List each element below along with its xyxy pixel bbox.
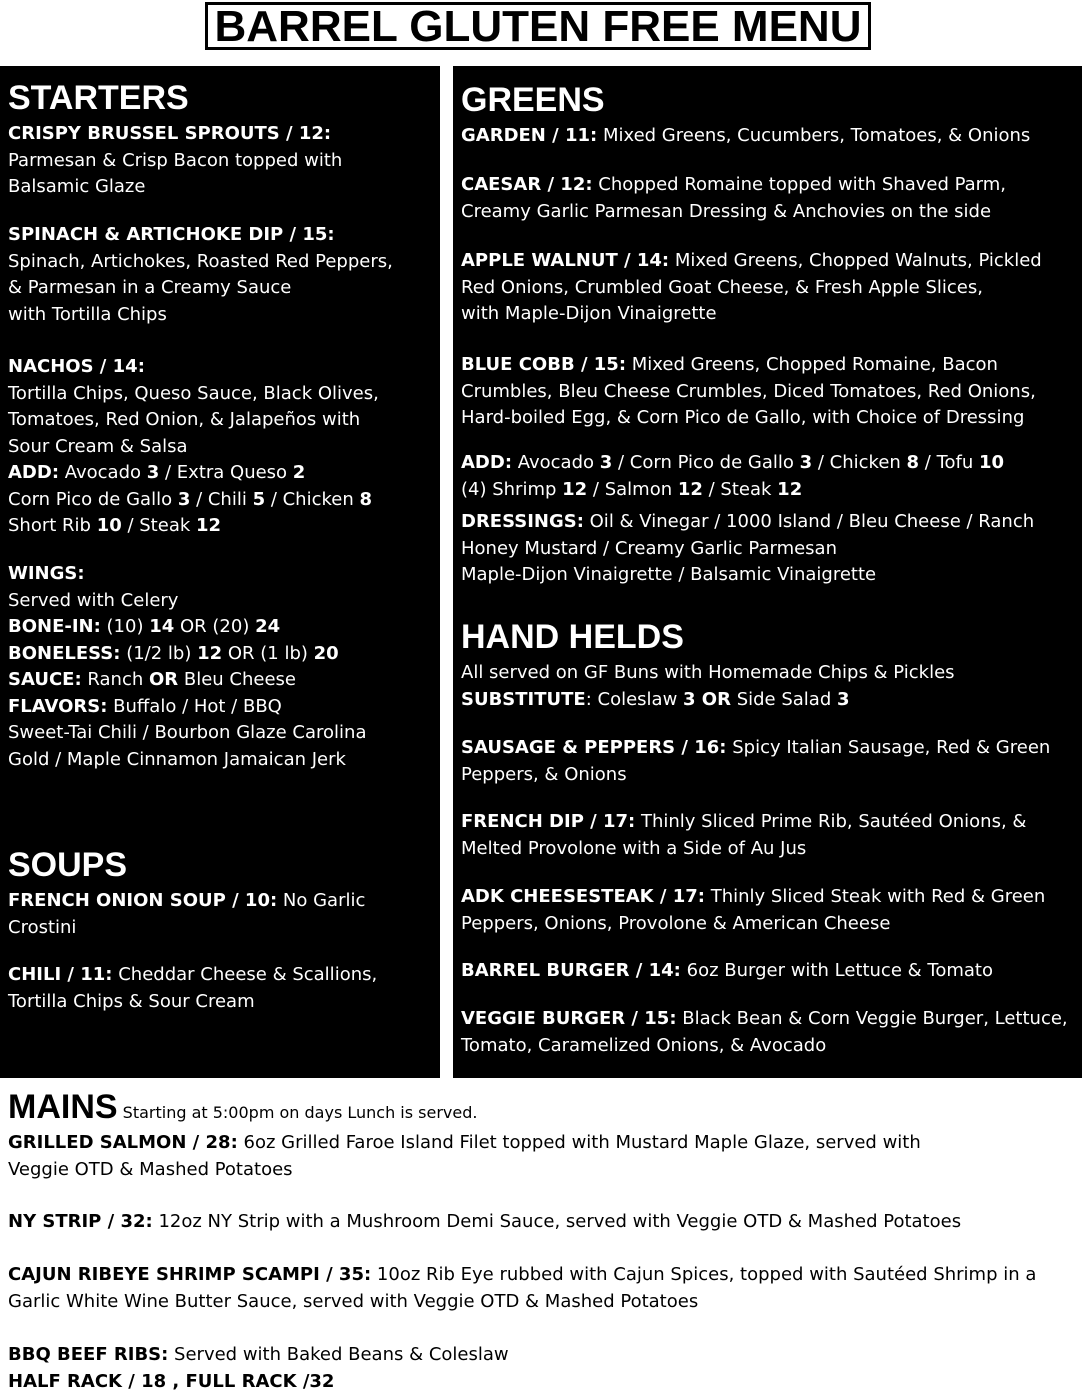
item-desc: with Maple-Dijon Vinaigrette	[461, 303, 717, 324]
item-desc: Red Onions, Crumbled Goat Cheese, & Fresh Apple Slices,	[461, 276, 983, 298]
item-desc: Served with Baked Beans & Coleslaw	[168, 1344, 509, 1365]
item-desc: Spicy Italian Sausage, Red & Green	[726, 737, 1051, 758]
menu-title: BARREL GLUTEN FREE MENU	[205, 2, 871, 50]
item-desc: Tomatoes, Red Onion, & Jalapeños with	[8, 409, 361, 430]
item-desc: 6oz Grilled Faroe Island Filet topped with Mustard Maple Glaze, served with	[237, 1132, 921, 1153]
menu-item	[8, 962, 377, 1015]
item-desc: Sour Cream & Salsa	[8, 435, 188, 457]
handhelds-intro: All served on GF Buns with Homemade Chips & Pickles SUBSTITUTE: Coleslaw 3 OR Side Salad 3	[461, 662, 955, 710]
item-desc: Cheddar Cheese & Scallions,	[112, 964, 378, 985]
menu-item	[461, 123, 1030, 150]
item-name: CRISPY BRUSSEL SPROUTS / 12:	[8, 123, 332, 144]
starters-heading: STARTERS	[8, 79, 189, 117]
item-desc: Tortilla Chips, Queso Sauce, Black Olives,	[8, 382, 379, 404]
item-desc: 10oz Rib Eye rubbed with Cajun Spices, topped with Sautéed Shrimp in a	[371, 1264, 1037, 1285]
greens-heading: GREENS	[461, 81, 605, 119]
menu-item	[461, 735, 1050, 788]
menu-item	[8, 354, 379, 540]
item-desc: Chopped Romaine topped with Shaved Parm,	[592, 174, 1007, 195]
item-desc: Thinly Sliced Prime Rib, Sautéed Onions, &	[635, 811, 1027, 832]
item-name: APPLE WALNUT / 14:	[461, 250, 670, 271]
item-desc: Hard-boiled Egg, & Corn Pico de Gallo, with Choice of Dressing	[461, 407, 1025, 428]
item-name: WINGS:	[8, 563, 85, 584]
wings-flavors: FLAVORS: Buffalo / Hot / BBQ	[8, 695, 282, 717]
wings-bone-in: BONE-IN: (10) 14 OR (20) 24	[8, 616, 281, 637]
add-ons-line: ADD: Avocado 3 / Extra Queso 2	[8, 462, 306, 483]
item-name: FRENCH DIP / 17:	[461, 811, 636, 832]
item-desc: Mixed Greens, Chopped Walnuts, Pickled	[669, 250, 1042, 271]
item-desc: Veggie OTD & Mashed Potatoes	[8, 1158, 293, 1180]
item-desc: Melted Provolone with a Side of Au Jus	[461, 837, 807, 859]
menu-item	[461, 1006, 1068, 1059]
item-desc: Peppers, & Onions	[461, 763, 627, 785]
menu-item	[461, 172, 1006, 225]
item-name: CAJUN RIBEYE SHRIMP SCAMPI / 35:	[8, 1264, 372, 1285]
wings-flavors: Gold / Maple Cinnamon Jamaican Jerk	[8, 748, 346, 770]
item-name: CHILI / 11:	[8, 964, 113, 985]
item-desc: Crostini	[8, 916, 77, 938]
item-desc: Crumbles, Bleu Cheese Crumbles, Diced Tomatoes, Red Onions,	[461, 380, 1036, 402]
item-desc: & Parmesan in a Creamy Sauce	[8, 277, 292, 298]
item-desc: Garlic White Wine Butter Sauce, served with Veggie OTD & Mashed Potatoes	[8, 1290, 699, 1312]
item-name: GRILLED SALMON / 28:	[8, 1132, 238, 1153]
item-desc: 12oz NY Strip with a Mushroom Demi Sauce, served with Veggie OTD & Mashed Potatoes	[152, 1211, 962, 1232]
item-desc: 6oz Burger with Lettuce & Tomato	[680, 960, 993, 981]
item-name: CAESAR / 12:	[461, 174, 593, 195]
item-name: SPINACH & ARTICHOKE DIP / 15:	[8, 224, 335, 245]
item-name: FRENCH ONION SOUP / 10:	[8, 890, 278, 911]
soups-heading: SOUPS	[8, 846, 128, 884]
menu-item	[8, 888, 365, 941]
item-desc: Balsamic Glaze	[8, 176, 146, 197]
menu-item	[461, 248, 1042, 328]
item-desc: Black Bean & Corn Veggie Burger, Lettuce,	[676, 1008, 1068, 1029]
handhelds-heading: HAND HELDS	[461, 618, 684, 656]
dressings: DRESSINGS: Oil & Vinegar / 1000 Island / Bleu Cheese / Ranch Honey Mustard / Creamy Garlic Parmesan Maple-Dijon Vinaigrette / Balsamic Vinaigrette	[461, 511, 1035, 585]
menu-item	[8, 1262, 1036, 1315]
add-ons-line: Corn Pico de Gallo 3 / Chili 5 / Chicken 8	[8, 488, 373, 510]
ribs-rack-prices: HALF RACK / 18 , FULL RACK /32	[8, 1370, 335, 1392]
mains-header	[8, 1089, 477, 1125]
item-name: ADK CHEESESTEAK / 17:	[461, 886, 705, 907]
item-desc: No Garlic	[277, 890, 366, 911]
item-desc: Parmesan & Crisp Bacon topped with	[8, 149, 343, 171]
wings-flavors: Sweet-Tai Chili / Bourbon Glaze Carolina	[8, 722, 367, 743]
menu-item	[8, 121, 342, 201]
mains-heading: MAINS	[8, 1088, 118, 1126]
menu-item	[8, 222, 393, 328]
menu-item	[461, 809, 1026, 862]
item-desc: Peppers, Onions, Provolone & American Cheese	[461, 912, 891, 934]
item-name: SAUSAGE & PEPPERS / 16:	[461, 737, 727, 758]
menu-item	[8, 1209, 961, 1236]
wings-sauce: SAUCE: Ranch OR Bleu Cheese	[8, 669, 297, 690]
item-name: BARREL BURGER / 14:	[461, 960, 681, 981]
item-desc: Mixed Greens, Chopped Romaine, Bacon	[626, 354, 998, 375]
menu-item	[461, 958, 993, 985]
item-name: VEGGIE BURGER / 15:	[461, 1008, 677, 1029]
item-desc: Mixed Greens, Cucumbers, Tomatoes, & Onions	[597, 125, 1031, 146]
left-panel	[0, 66, 440, 1078]
item-desc: Tortilla Chips & Sour Cream	[8, 990, 255, 1012]
item-name: BBQ BEEF RIBS:	[8, 1344, 169, 1365]
item-desc: with Tortilla Chips	[8, 303, 167, 325]
mains-note: Starting at 5:00pm on days Lunch is served.	[122, 1103, 478, 1122]
item-name: NY STRIP / 32:	[8, 1211, 153, 1232]
item-desc: Tomato, Caramelized Onions, & Avocado	[461, 1034, 827, 1056]
greens-add-ons: ADD: Avocado 3 / Corn Pico de Gallo 3 / Chicken 8 / Tofu 10 (4) Shrimp 12 / Salmon 12 / Steak 12	[461, 452, 1005, 500]
item-desc: Creamy Garlic Parmesan Dressing & Anchovies on the side	[461, 200, 992, 222]
item-name: BLUE COBB / 15:	[461, 354, 627, 375]
item-desc: Spinach, Artichokes, Roasted Red Peppers,	[8, 250, 393, 272]
menu-item	[461, 884, 1045, 937]
menu-item	[461, 352, 1036, 432]
item-desc: Served with Celery	[8, 589, 179, 611]
menu-item	[8, 1342, 509, 1395]
right-panel	[453, 66, 1082, 1078]
menu-item-wings	[8, 561, 366, 773]
wings-boneless: BONELESS: (1/2 lb) 12 OR (1 lb) 20	[8, 642, 339, 664]
add-ons-line: Short Rib 10 / Steak 12	[8, 515, 222, 536]
item-desc: Thinly Sliced Steak with Red & Green	[704, 886, 1046, 907]
item-name: GARDEN / 11:	[461, 125, 598, 146]
menu-item	[8, 1130, 921, 1183]
item-name: NACHOS / 14:	[8, 356, 145, 377]
